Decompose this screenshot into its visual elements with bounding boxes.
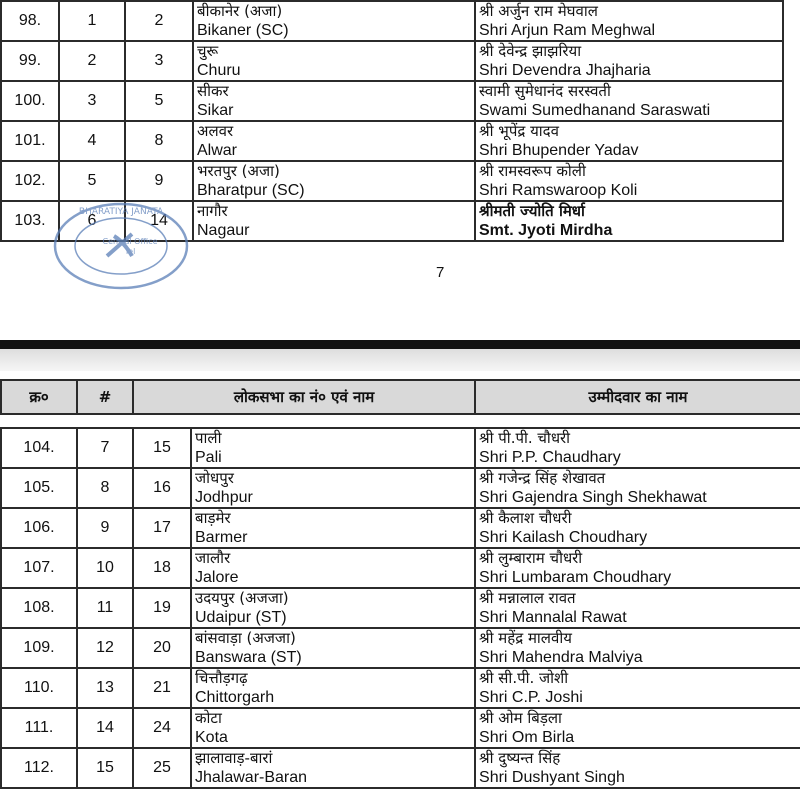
candidate-name-hindi: श्री गजेन्द्र सिंह शेखावत xyxy=(479,469,606,487)
table-row xyxy=(1,1,783,41)
constituency-name xyxy=(193,41,475,81)
candidate-name-hindi: श्री मन्नालाल रावत xyxy=(479,589,576,607)
state-row-number: 12 xyxy=(77,628,133,668)
table-row xyxy=(1,428,800,468)
state-row-number: 7 xyxy=(77,428,133,468)
state-row-number: 13 xyxy=(77,668,133,708)
table-body xyxy=(1,428,800,788)
constituency-name-english: Udaipur (ST) xyxy=(195,609,287,626)
constituency-name-english: Banswara (ST) xyxy=(195,649,302,666)
constituency-name xyxy=(193,121,475,161)
svg-text:Tel: Tel xyxy=(124,247,136,256)
constituency-name xyxy=(191,628,475,668)
constituency-name-english: Barmer xyxy=(195,529,248,546)
serial-number: 102. xyxy=(1,161,59,201)
candidate-name-english: Swami Sumedhanand Saraswati xyxy=(479,102,711,119)
constituency-name-hindi: चित्तौड़गढ़ xyxy=(195,669,248,687)
candidate-name xyxy=(475,81,783,121)
candidate-name-english: Shri Arjun Ram Meghwal xyxy=(479,22,656,39)
serial-number: 99. xyxy=(1,41,59,81)
constituency-number: 21 xyxy=(133,668,191,708)
serial-number: 109. xyxy=(1,628,77,668)
constituency-name xyxy=(191,668,475,708)
candidate-name-english: Shri Kailash Choudhary xyxy=(479,529,648,546)
constituency-number: 16 xyxy=(133,468,191,508)
constituency-number: 17 xyxy=(133,508,191,548)
candidate-name xyxy=(475,468,800,508)
state-row-number: 5 xyxy=(59,161,125,201)
candidate-name xyxy=(475,628,800,668)
state-row-number: 9 xyxy=(77,508,133,548)
candidate-name xyxy=(475,548,800,588)
constituency-name-english: Kota xyxy=(195,729,228,746)
state-row-number: 1 xyxy=(59,1,125,41)
state-row-number: 14 xyxy=(77,708,133,748)
header-hash: # xyxy=(77,380,133,414)
constituency-name-hindi: जोधपुर xyxy=(195,469,234,487)
candidate-name-hindi: श्री महेंद्र मालवीय xyxy=(479,629,572,647)
constituency-name xyxy=(191,548,475,588)
table-header xyxy=(1,380,800,428)
constituency-name-hindi: जालौर xyxy=(195,549,231,567)
table-row xyxy=(1,41,783,81)
table-row xyxy=(1,748,800,788)
table-row xyxy=(1,548,800,588)
candidate-name xyxy=(475,668,800,708)
constituency-name-hindi: अलवर xyxy=(197,122,234,140)
constituency-name-english: Churu xyxy=(197,62,241,79)
serial-number: 110. xyxy=(1,668,77,708)
candidate-name-english: Smt. Jyoti Mirdha xyxy=(479,222,613,239)
header-candidate: उम्मीदवार का नाम xyxy=(475,380,800,414)
candidate-name xyxy=(475,201,783,241)
constituency-name-hindi: बीकानेर (अजा) xyxy=(197,2,283,20)
state-row-number: 6 xyxy=(59,201,125,241)
constituency-name-english: Alwar xyxy=(197,142,238,159)
state-row-number: 10 xyxy=(77,548,133,588)
candidate-name-hindi: श्री सी.पी. जोशी xyxy=(479,669,569,687)
candidate-name-hindi: श्री पी.पी. चौधरी xyxy=(479,429,571,447)
constituency-name-hindi: बाड़मेर xyxy=(195,509,231,527)
serial-number: 100. xyxy=(1,81,59,121)
constituency-name-hindi: बांसवाड़ा (अजजा) xyxy=(195,629,296,647)
candidate-name xyxy=(475,41,783,81)
candidate-name-english: Shri Gajendra Singh Shekhawat xyxy=(479,489,707,506)
constituency-name-english: Nagaur xyxy=(197,222,250,239)
constituency-name xyxy=(191,468,475,508)
table-row xyxy=(1,81,783,121)
candidate-name-english: Shri Om Birla xyxy=(479,729,575,746)
candidate-name-english: Shri Bhupender Yadav xyxy=(479,142,639,159)
constituency-name-hindi: चुरू xyxy=(197,42,219,60)
state-row-number: 8 xyxy=(77,468,133,508)
candidate-name-english: Shri Mahendra Malviya xyxy=(479,649,643,666)
candidate-name xyxy=(475,748,800,788)
constituency-name xyxy=(193,1,475,41)
candidate-name xyxy=(475,708,800,748)
candidate-name-hindi: स्वामी सुमेधानंद सरस्वती xyxy=(479,82,611,100)
candidate-name-hindi: श्री लुम्बाराम चौधरी xyxy=(479,549,583,567)
candidate-name xyxy=(475,588,800,628)
candidate-name-hindi: श्री देवेन्द्र झाझरिया xyxy=(479,42,582,60)
constituency-name xyxy=(193,81,475,121)
candidate-name xyxy=(475,428,800,468)
candidate-name-english: Shri P.P. Chaudhary xyxy=(479,449,621,466)
state-row-number: 15 xyxy=(77,748,133,788)
constituency-name-english: Jhalawar-Baran xyxy=(195,769,308,786)
scan-shadow xyxy=(0,349,800,371)
table-row xyxy=(1,668,800,708)
state-row-number: 4 xyxy=(59,121,125,161)
candidate-name-english: Shri Lumbaram Choudhary xyxy=(479,569,672,586)
constituency-number: 19 xyxy=(133,588,191,628)
constituency-number: 20 xyxy=(133,628,191,668)
constituency-name-english: Jodhpur xyxy=(195,489,253,506)
candidate-name-hindi: श्री भूपेंद्र यादव xyxy=(479,122,559,140)
constituency-name xyxy=(191,708,475,748)
serial-number: 101. xyxy=(1,121,59,161)
constituency-name-english: Bharatpur (SC) xyxy=(197,182,305,199)
serial-number: 106. xyxy=(1,508,77,548)
constituency-name-hindi: उदयपुर (अजजा) xyxy=(195,589,289,607)
constituency-number: 5 xyxy=(125,81,193,121)
constituency-name-english: Sikar xyxy=(197,102,234,119)
header-row xyxy=(1,380,800,414)
candidate-name-hindi: श्रीमती ज्योति मिर्धा xyxy=(479,202,585,220)
constituency-number: 2 xyxy=(125,1,193,41)
header-constituency: लोकसभा का नं० एवं नाम xyxy=(133,380,475,414)
candidate-name-hindi: श्री दुष्यन्त सिंह xyxy=(479,749,561,767)
serial-number: 112. xyxy=(1,748,77,788)
constituency-name-hindi: कोटा xyxy=(195,709,222,727)
state-row-number: 3 xyxy=(59,81,125,121)
candidate-name xyxy=(475,1,783,41)
constituency-number: 3 xyxy=(125,41,193,81)
constituency-name xyxy=(191,508,475,548)
candidate-name-english: Shri Devendra Jhajharia xyxy=(479,62,651,79)
serial-number: 103. xyxy=(1,201,59,241)
constituency-name-hindi: नागौर xyxy=(197,202,228,220)
constituency-number: 14 xyxy=(125,201,193,241)
state-row-number: 11 xyxy=(77,588,133,628)
svg-text:BHARATIYA JANATA: BHARATIYA JANATA xyxy=(78,207,164,217)
party-stamp-seal xyxy=(52,200,190,292)
constituency-name-hindi: झालावाड़-बारां xyxy=(195,749,273,767)
candidate-name xyxy=(475,121,783,161)
serial-number: 111. xyxy=(1,708,77,748)
table-row xyxy=(1,628,800,668)
svg-text:Central Office: Central Office xyxy=(102,237,158,246)
constituency-name-hindi: पाली xyxy=(195,429,222,447)
constituency-number: 9 xyxy=(125,161,193,201)
candidate-name-hindi: श्री अर्जुन राम मेघवाल xyxy=(479,2,598,20)
constituency-number: 8 xyxy=(125,121,193,161)
table-row xyxy=(1,161,783,201)
constituency-name-english: Chittorgarh xyxy=(195,689,275,706)
constituency-number: 25 xyxy=(133,748,191,788)
constituency-name xyxy=(191,428,475,468)
candidate-name-english: Shri Ramswaroop Koli xyxy=(479,182,638,199)
header-serial: क्र० xyxy=(1,380,77,414)
constituency-number: 18 xyxy=(133,548,191,588)
candidate-name-hindi: श्री ओम बिड़ला xyxy=(479,709,562,727)
table-row xyxy=(1,708,800,748)
header-spacer xyxy=(1,414,800,428)
candidate-name xyxy=(475,161,783,201)
candidate-name-english: Shri Mannalal Rawat xyxy=(479,609,627,626)
constituency-number: 15 xyxy=(133,428,191,468)
constituency-number: 24 xyxy=(133,708,191,748)
serial-number: 108. xyxy=(1,588,77,628)
candidate-name xyxy=(475,508,800,548)
candidate-table-next-page xyxy=(0,379,800,789)
constituency-name-english: Pali xyxy=(195,449,222,466)
constituency-name-english: Jalore xyxy=(195,569,239,586)
serial-number: 104. xyxy=(1,428,77,468)
candidate-name-hindi: श्री कैलाश चौधरी xyxy=(479,509,572,527)
serial-number: 107. xyxy=(1,548,77,588)
table-row xyxy=(1,588,800,628)
constituency-name-hindi: भरतपुर (अजा) xyxy=(197,162,280,180)
candidate-name-english: Shri C.P. Joshi xyxy=(479,689,583,706)
state-row-number: 2 xyxy=(59,41,125,81)
table-row xyxy=(1,468,800,508)
serial-number: 98. xyxy=(1,1,59,41)
constituency-name xyxy=(191,748,475,788)
candidate-name-hindi: श्री रामस्वरूप कोली xyxy=(479,162,586,180)
constituency-name xyxy=(193,161,475,201)
page-divider xyxy=(0,340,800,349)
candidate-name-english: Shri Dushyant Singh xyxy=(479,769,625,786)
table-row xyxy=(1,508,800,548)
constituency-name-english: Bikaner (SC) xyxy=(197,22,289,39)
constituency-name xyxy=(191,588,475,628)
constituency-name xyxy=(193,201,475,241)
constituency-name-hindi: सीकर xyxy=(197,82,229,100)
page-number: 7 xyxy=(436,264,445,281)
table-row xyxy=(1,121,783,161)
serial-number: 105. xyxy=(1,468,77,508)
